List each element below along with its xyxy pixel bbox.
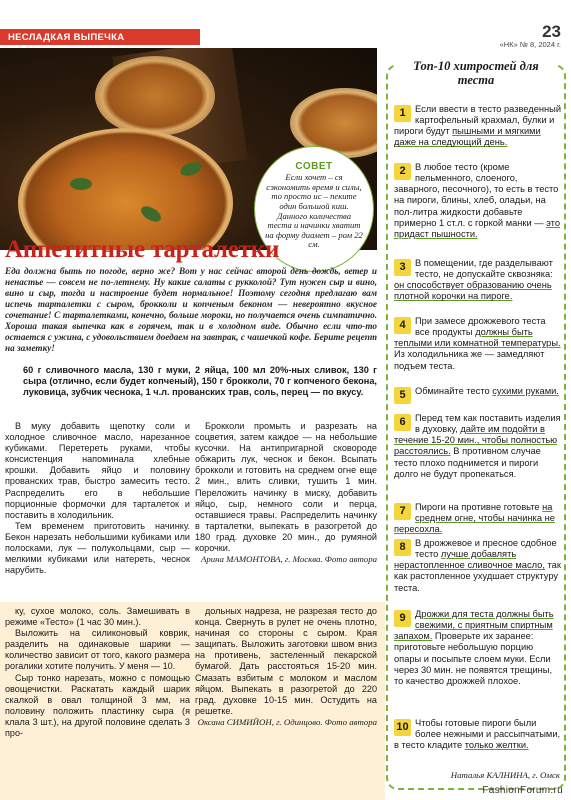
tip-item-text: Пироги на противне готовьте <box>415 502 543 512</box>
article-column-2 <box>195 421 377 565</box>
article-column-1 <box>5 421 190 576</box>
paragraph: ку, сухое молоко, соль. Замешивать в режиме «Тесто» (1 час 30 мин.). <box>5 606 190 628</box>
issue-label: «НК» № 8, 2024 г. <box>499 40 561 49</box>
herb-leaf <box>70 178 92 190</box>
tip-item-text: При замесе дрожжевого теста все продукты <box>415 316 546 338</box>
tip-item <box>394 162 562 240</box>
tip-item <box>394 386 562 404</box>
tip-text: Если хочет – ся сэкономить время и силы, то просто ис – пеките один большой киш. Данного количества теста и начинки хватит на форму диамет – ром 22 см. <box>265 172 363 250</box>
tip-number: 1 <box>394 105 411 122</box>
tip-number: 6 <box>394 414 411 431</box>
tip-item <box>394 258 562 303</box>
tip-item-text: Чтобы готовые пироги были более нежными и рассыпчатыми, в тесто кладите <box>394 718 561 751</box>
tip-item-tail: В противном случае тесто плохо поднимется и пироги долго не будут пропекаться. <box>394 446 541 479</box>
tip-item-text: В любое тесто (кроме пельменного, слоеного, заварного, песочного), то есть в тесто на пироги, блины, хлеб, оладьи, на пол-литра жидкости добавьте примерно 1 ст.л. с горкой манки — <box>394 162 559 228</box>
author-signature: Арина МАМОНТОВА, г. Москва. Фото автора <box>200 554 377 565</box>
tip-item <box>394 538 562 594</box>
tip-item-tail: Проверьте их заранее: приготовьте небольшую порцию опары и посыпьте слоем муки. Если через 30 мин. не появятся трещины, то качество дрожжей плохое. <box>394 631 553 686</box>
tip-number: 7 <box>394 503 411 520</box>
tip-item-text: Если ввести в тесто разведенный картофельный крахмал, булки и пироги будут <box>394 104 562 137</box>
paragraph: Тем временем приготовить начинку. Бекон нарезать небольшими кубиками или полосками, лук — полукольцами, сыр — мелкими кубиками или натереть, чеснок нарубить. <box>5 520 190 576</box>
tips-sidebar <box>386 59 566 790</box>
paragraph: дольных надреза, не разрезая тесто до конца. Свернуть в рулет не очень плотно, начиная со стороны с сыром. Края защипать. Выложить заготовки швом вниз на противень, застеленный пекарской бумагой. Дать расстояться 15-20 мин. Смазать взбитым с молоком и маслом яйцом. Выпекать в разогретой до 220 град. духовке 10-15 мин. Остудить на решетке. <box>195 606 377 716</box>
tip-item <box>394 718 562 751</box>
tip-item-text: Перед тем как поставить изделия в духовку, <box>415 413 561 435</box>
tip-item-highlight: на среднем огне, чтобы начинка не пересохла. <box>394 502 555 535</box>
second-recipe-column-1 <box>5 606 190 739</box>
tip-number: 8 <box>394 539 411 556</box>
tip-item <box>394 316 562 372</box>
tip-item <box>394 609 562 687</box>
article-lead: Еда должна быть по погоде, верно же? Вот у нас сейчас второй день дождь, ветер и ненастье — совсем не по-летнему. Ну какие салаты с рукколой? Тут нужен сыр и вино, вино и сыр, тогда и настроение будет нормальное! Поэтому сегодня предлагаю вам испечь тарталетки с сыром, брокколи и копченым беконом — невероятно вкусное сочетание! С тарталетками, конечно, больше мороки, но получается очень симпатично. Хороша такая выпечка как в горячем, так и в холодном виде. Обычно если что-то остается с ужина, с удовольствием доедаем на завтрак, с чашечкой кофе. Берите рецепт на заметку! <box>5 266 377 354</box>
second-recipe-column-2 <box>195 606 377 728</box>
sidebar-title: Топ-10 хитростей для теста <box>396 60 556 96</box>
tip-item-tail: так как растопленное ухудшает структуру теста. <box>394 560 561 593</box>
tip-item-highlight: он способствует образованию очень плотной корочки на пироге. <box>394 280 552 302</box>
tip-title: СОВЕТ <box>295 161 333 172</box>
tartlet-small-image <box>95 56 215 136</box>
tip-number: 3 <box>394 259 411 276</box>
tip-item-highlight: должны быть теплыми или комнатной температуры. <box>394 327 561 349</box>
tip-item <box>394 413 562 480</box>
page-number: 23 <box>542 22 561 41</box>
author-signature: Оксана СИМИЙОН, г. Одинцово. Фото автора <box>197 716 377 727</box>
tip-item <box>394 502 562 535</box>
watermark-text: FashionForum.ru <box>482 785 563 796</box>
ingredients-list: 60 г сливочного масла, 130 г муки, 2 яйца, 100 мл 20%-ных сливок, 130 г сыра (отлично, если будет копченый), 150 г брокколи, 70 г копченого бекона, луковица, зубчик чеснока, 1 ч.л. прованских трав, соль, перец — по вкусу. <box>23 365 377 398</box>
tip-item-text: В помещении, где разделывают тесто, не допускайте сквозняка: <box>415 258 553 280</box>
tip-item-highlight: сухими руками. <box>492 386 559 396</box>
tip-item-highlight: пышными и мягкими даже на следующий день. <box>394 126 541 148</box>
tip-number: 10 <box>394 719 411 736</box>
paragraph: В муку добавить щепотку соли и холодное сливочное масло, нарезанное кубиками. Перетереть руками, чтобы консистенция напоминала хлебные крошки. Добавить яйцо и половину прованских трав, быстро замесить тесто. Распределить его в небольшие порционные формочки для тарталеток и поставить в холодильник. <box>5 421 190 520</box>
article-title: Аппетитные тарталетки <box>5 236 280 263</box>
tip-number: 4 <box>394 317 411 334</box>
tip-item-text: В дрожжевое и пресное сдобное тесто <box>415 538 557 560</box>
tip-number: 2 <box>394 163 411 180</box>
tip-item-tail: Из холодильника же — замедляют подъем теста. <box>394 349 545 371</box>
tip-item-highlight: Дрожжи для теста должны быть свежими, с приятным спиртным запахом. <box>394 609 554 642</box>
tip-item-highlight: дайте им подойти в течение 15-20 мин., чтобы полностью расстоялись. <box>394 424 558 457</box>
paragraph: Брокколи промыть и разрезать на соцветия, затем каждое — на небольшие кусочки. На антипригарной сковороде обжарить лук, чеснок и бекон. Всыпать брокколи и готовить на среднем огне еще 2 мин., влить сливки, тушить 1 мин. Переложить начинку в миску, добавить яйцо, сыр, немного соли и перца, оставшиеся травы. Распределить начинку в тарталетки, выпекать в разогретой до 180 град. духовке 20 мин., до румяной корочки. <box>195 421 377 554</box>
tip-item-text: Обминайте тесто <box>415 386 493 396</box>
paragraph: Выложить на силиконовый коврик, разделить на одинаковые шарики — количество зависит от того, какого размера рогалики хотите получить. У меня — 10. <box>5 628 190 672</box>
tip-number: 9 <box>394 610 411 627</box>
paragraph: Сыр тонко нарезать, можно с помощью овощечистки. Раскатать каждый шарик скалкой в овал толщиной 3 мм, на половину положить пластинку сыра (я клала 3 шт.), на другой половине сделать 3 про- <box>5 672 190 739</box>
tip-item-highlight: это придаст пышности. <box>394 217 560 239</box>
sidebar-signature: Наталья КАЛНИНА, г. Омск <box>450 770 560 780</box>
tip-item <box>394 104 562 149</box>
tip-number: 5 <box>394 387 411 404</box>
tip-item-highlight: только желтки. <box>464 740 529 751</box>
tip-item-highlight: лучше добавлять нерастопленное сливочное масло, <box>394 549 545 571</box>
section-rubric: НЕСЛАДКАЯ ВЫПЕЧКА <box>0 29 200 45</box>
